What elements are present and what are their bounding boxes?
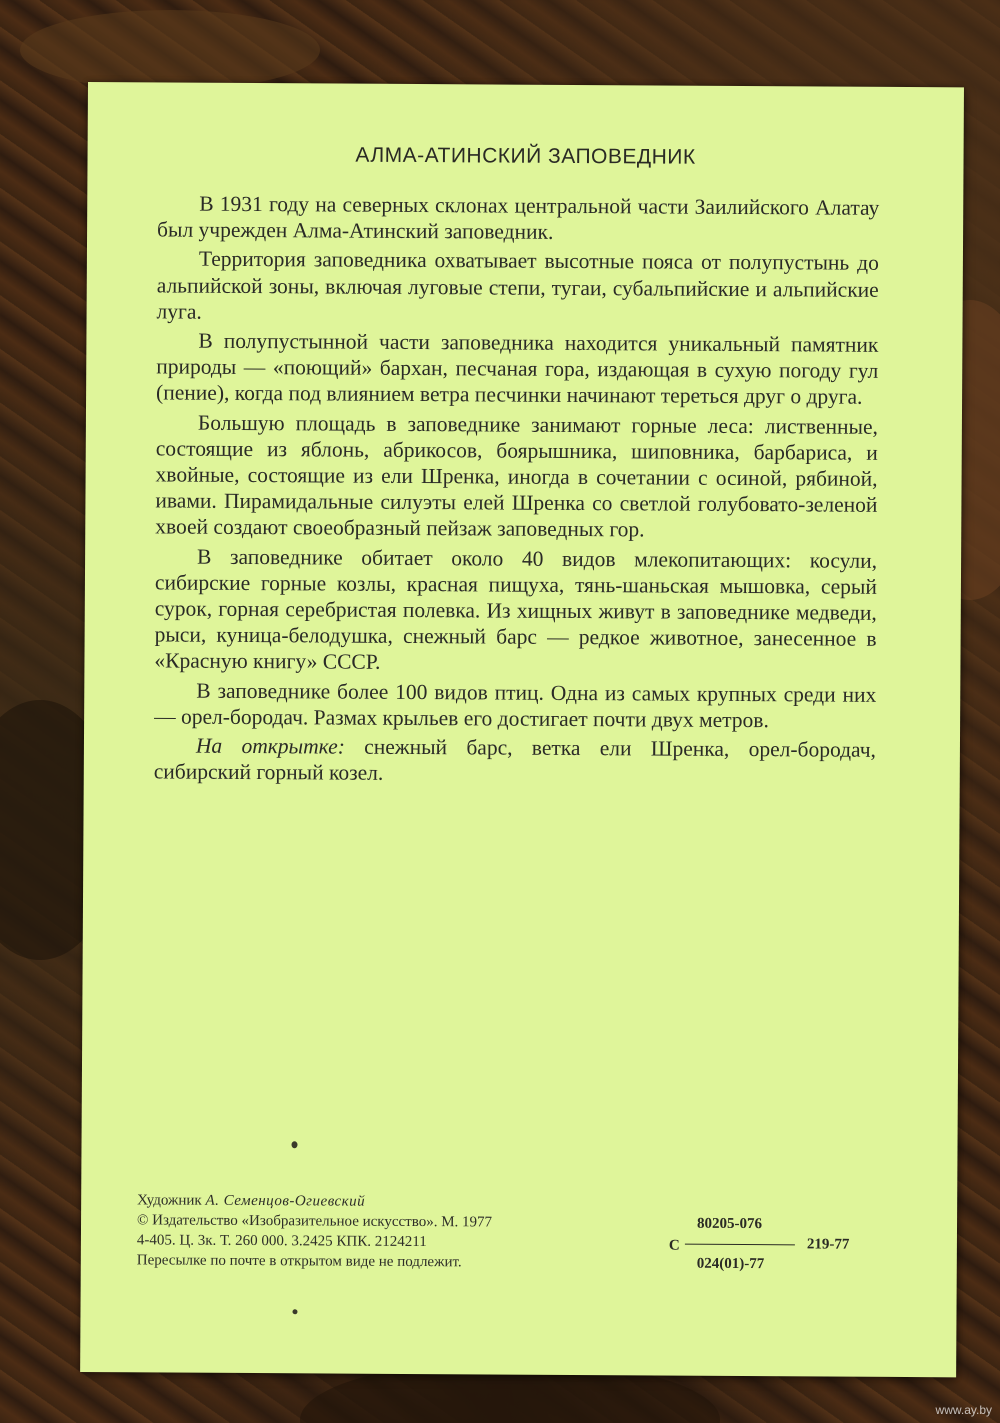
postal-note: Пересылке по почте в открытом виде не подлежит. xyxy=(136,1252,462,1271)
print-info-line: 4-405. Ц. 3к. Т. 260 000. 3.2425 КПК. 2124211 xyxy=(136,1232,427,1251)
code-right: 219-77 xyxy=(806,1236,850,1253)
paragraph: В заповеднике более 100 видов птиц. Одна из самых крупных среди них — орел-бородач. Размах крыльев его достигает почти двух метров. xyxy=(154,678,877,733)
catalog-code xyxy=(669,1214,889,1275)
publisher-line: © Издательство «Изобразительное искусство». М. 1977 xyxy=(136,1212,493,1231)
imprint-block xyxy=(137,1190,493,1272)
paragraph: Большую площадь в заповеднике занимают горные леса: лиственные, состоящие из яблонь, абрикосов, боярышника, шиповника, барбариса, и хвойные, состоящие из ели Шренка, иногда в сочетании с осиной, рябиной, ивами. Пирамидальные силуэты елей Шренка со светлой голубовато-зеленой хвоей создают своеобразный пейзаж заповедных гор. xyxy=(155,410,878,542)
paragraph: В заповеднике обитает около 40 видов млекопитающих: косули, сибирские горные козлы, красная пищуха, тянь-шаньская мышовка, серый сурок, горная серебристая полевка. Из хищных живут в заповеднике медведи, рыси, куница-белодушка, снежный барс — редкое животное, занесенное в «Красную книгу» СССР. xyxy=(154,544,878,675)
paragraph: В 1931 году на северных склонах центральной части Заилийского Алатау был учрежден Алма-Атинский заповедник. xyxy=(157,191,880,245)
code-letter: С xyxy=(668,1237,680,1254)
card-title: АЛМА-АТИНСКИЙ ЗАПОВЕДНИК xyxy=(355,143,696,169)
code-denominator: 024(01)-77 xyxy=(696,1255,765,1273)
description-text xyxy=(154,190,880,792)
print-speck xyxy=(292,1309,297,1314)
postcard-back xyxy=(80,82,964,1377)
rug-pattern-spot xyxy=(20,10,320,90)
artist-label: Художник xyxy=(137,1192,206,1209)
caption-label: На открытке: xyxy=(195,733,345,759)
code-numerator: 80205-076 xyxy=(696,1215,763,1233)
paragraph: Территория заповедника охватывает высотные пояса от полупустынь до альпийской зоны, включая луговые степи, тугаи, субальпийские и альпийские луга. xyxy=(156,247,879,324)
artist-name: А. Семенцов-Огиевский xyxy=(205,1192,366,1210)
caption-text: снежный барс, ветка ели Шренка, орел-бородач, сибирский горный козел. xyxy=(153,734,877,786)
fraction-rule xyxy=(685,1244,795,1246)
paragraph: В полупустынной части заповедника находится уникальный памятник природы — «поющий» бархан, песчаная гора, издающая в сухую погоду гул (пение), когда под влиянием ветра песчинки начинают тереться друг о друга. xyxy=(156,328,879,410)
print-speck xyxy=(291,1141,297,1148)
caption-paragraph xyxy=(154,732,876,789)
watermark: www.ay.by xyxy=(935,1403,992,1417)
artist-line xyxy=(137,1190,492,1212)
